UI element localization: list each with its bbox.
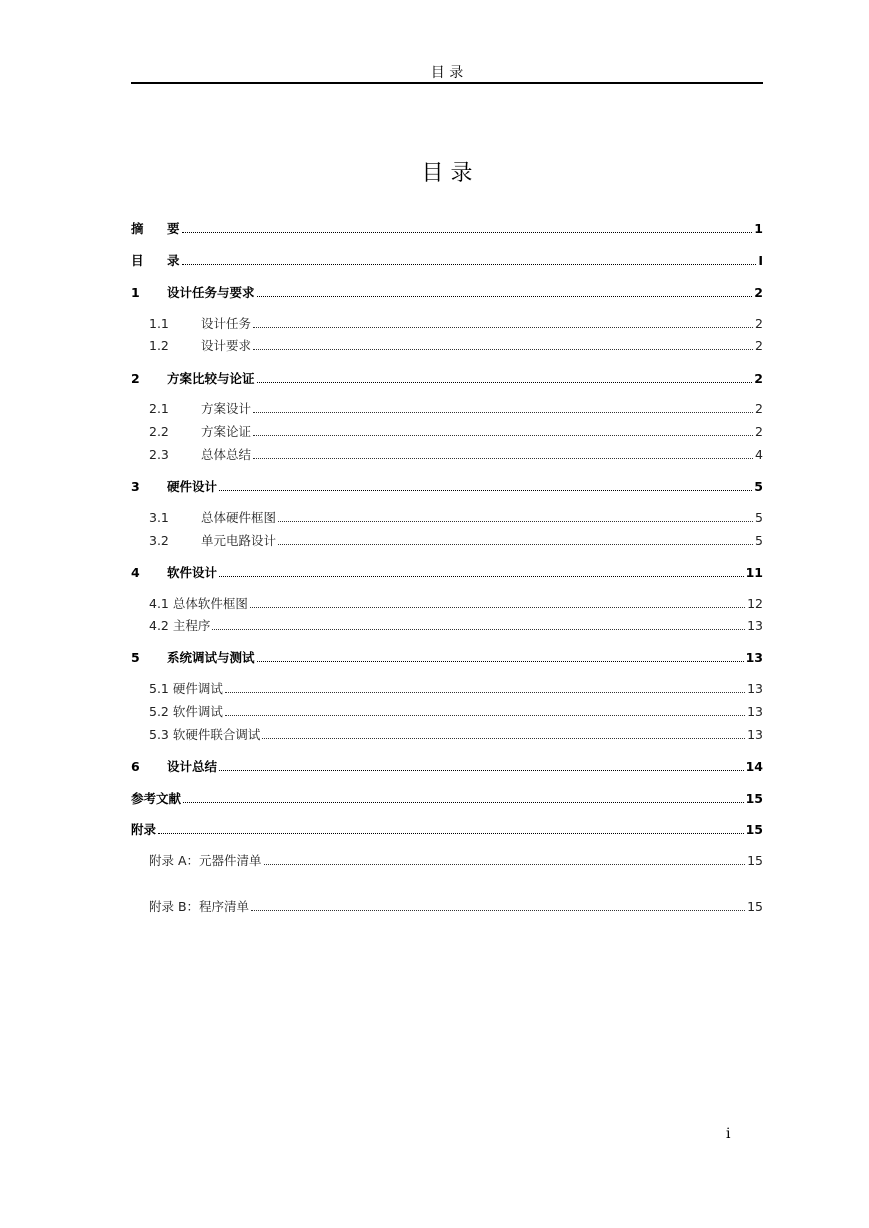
toc-entry-number: 目 xyxy=(131,253,144,268)
toc-entry-page: 15 xyxy=(745,822,763,837)
toc-entry-label: 设计任务 xyxy=(201,316,252,331)
toc-entry-page: 2 xyxy=(755,424,763,439)
toc-entry-page: 2 xyxy=(754,285,763,300)
toc-entry-number: 4.1 xyxy=(149,596,169,611)
toc-entry-label: 方案设计 xyxy=(201,401,252,416)
toc-entry-label: 软硬件联合调试 xyxy=(172,727,261,742)
toc-entry-page: 2 xyxy=(755,401,763,416)
toc-entry-label: 方案论证 xyxy=(201,424,252,439)
toc-leader-dots xyxy=(182,263,757,265)
toc-entry-number: 6 xyxy=(131,759,140,774)
toc-entry[interactable] xyxy=(149,398,763,416)
toc-entry-number: 4.2 xyxy=(149,618,169,633)
toc-entry[interactable] xyxy=(149,313,763,331)
toc-entry-label: 软件调试 xyxy=(172,704,223,719)
toc-leader-dots xyxy=(219,769,744,771)
toc-entry[interactable] xyxy=(131,476,763,494)
toc-entry-label: 附录 A：元器件清单 xyxy=(149,853,262,868)
toc-entry-page: 13 xyxy=(747,727,763,742)
toc-leader-dots xyxy=(264,863,746,865)
toc-entry-label: 总体总结 xyxy=(201,447,252,462)
toc-entry-label: 方案比较与论证 xyxy=(167,371,255,386)
page-title: 目 录 xyxy=(421,161,473,186)
toc-entry-page: 15 xyxy=(747,899,763,914)
toc-leader-dots xyxy=(253,348,753,350)
toc-leader-dots xyxy=(225,691,745,693)
toc-entry[interactable] xyxy=(149,724,763,742)
toc-leader-dots xyxy=(253,411,753,413)
toc-entry-page: 13 xyxy=(747,704,763,719)
toc-entry-page: 5 xyxy=(755,510,763,525)
toc-entry-page: I xyxy=(758,253,763,268)
toc-leader-dots xyxy=(253,457,753,459)
toc-entry-number: 1.1 xyxy=(149,316,169,331)
toc-entry-label: 系统调试与测试 xyxy=(167,650,255,665)
toc-leader-dots xyxy=(182,231,753,233)
toc-entry-label: 总体软件框图 xyxy=(172,596,248,611)
toc-entry[interactable] xyxy=(149,593,763,611)
toc-entry[interactable] xyxy=(149,896,763,914)
toc-entry[interactable] xyxy=(131,788,763,806)
toc-entry-label: 要 xyxy=(167,221,180,236)
toc-entry-number: 3 xyxy=(131,479,140,494)
toc-leader-dots xyxy=(250,606,745,608)
toc-entry-number: 5 xyxy=(131,650,140,665)
toc-entry-page: 15 xyxy=(745,791,763,806)
toc-entry[interactable] xyxy=(149,421,763,439)
toc-entry-page: 2 xyxy=(754,371,763,386)
toc-entry-number: 5.3 xyxy=(149,727,169,742)
toc-entry-label: 录 xyxy=(167,253,180,268)
toc-entry-label: 设计总结 xyxy=(167,759,218,774)
toc-entry-number: 2 xyxy=(131,371,140,386)
toc-entry-page: 13 xyxy=(745,650,763,665)
toc-entry-label: 硬件设计 xyxy=(167,479,218,494)
toc-entry-number: 5.2 xyxy=(149,704,169,719)
toc-leader-dots xyxy=(219,575,744,577)
toc-entry-label: 软件设计 xyxy=(167,565,218,580)
toc-entry[interactable] xyxy=(131,647,763,665)
toc-entry-number: 1.2 xyxy=(149,338,169,353)
toc-entry-label: 主程序 xyxy=(172,618,211,633)
toc-leader-dots xyxy=(257,660,744,662)
toc-leader-dots xyxy=(257,295,753,297)
toc-entry-page: 1 xyxy=(754,221,763,236)
toc-entry-page: 2 xyxy=(755,316,763,331)
toc-entry[interactable] xyxy=(149,615,763,633)
toc-entry-number: 3.2 xyxy=(149,533,169,548)
toc-entry[interactable] xyxy=(149,530,763,548)
toc-entry-number: 摘 xyxy=(131,221,144,236)
toc-entry-page: 11 xyxy=(745,565,763,580)
running-header: 目 录 xyxy=(430,65,464,81)
toc-entry-number: 2.3 xyxy=(149,447,169,462)
toc-entry-number: 2.2 xyxy=(149,424,169,439)
toc-entry[interactable] xyxy=(149,850,763,868)
toc-entry-number: 2.1 xyxy=(149,401,169,416)
toc-entry[interactable] xyxy=(149,444,763,462)
toc-entry-page: 2 xyxy=(755,338,763,353)
toc-leader-dots xyxy=(251,909,745,911)
toc-leader-dots xyxy=(278,520,753,522)
toc-leader-dots xyxy=(212,628,745,630)
toc-leader-dots xyxy=(253,434,753,436)
toc-entry-page: 5 xyxy=(754,479,763,494)
header-rule xyxy=(131,82,763,84)
toc-entry-number: 4 xyxy=(131,565,140,580)
toc-entry-page: 12 xyxy=(747,596,763,611)
toc-leader-dots xyxy=(257,381,753,383)
toc-entry-label: 总体硬件框图 xyxy=(201,510,277,525)
toc-entry-label: 设计要求 xyxy=(201,338,252,353)
toc-entry[interactable] xyxy=(131,756,763,774)
toc-entry[interactable] xyxy=(131,282,763,300)
toc-leader-dots xyxy=(253,326,753,328)
toc-entry[interactable] xyxy=(131,819,763,837)
toc-entry-label: 硬件调试 xyxy=(172,681,223,696)
toc-entry[interactable] xyxy=(131,562,763,580)
toc-entry[interactable] xyxy=(149,507,763,525)
toc-entry[interactable] xyxy=(149,335,763,353)
toc-entry-page: 13 xyxy=(747,618,763,633)
toc-leader-dots xyxy=(262,737,745,739)
toc-leader-dots xyxy=(225,714,745,716)
page-number: i xyxy=(726,1126,731,1142)
toc-leader-dots xyxy=(158,832,744,834)
toc-entry-page: 4 xyxy=(755,447,763,462)
toc-entry-label: 单元电路设计 xyxy=(201,533,277,548)
toc-entry-page: 15 xyxy=(747,853,763,868)
toc-leader-dots xyxy=(278,543,753,545)
toc-entry-label: 附录 xyxy=(131,822,157,837)
toc-entry[interactable] xyxy=(131,250,763,268)
toc-entry-label: 设计任务与要求 xyxy=(167,285,255,300)
toc-entry[interactable] xyxy=(149,701,763,719)
toc-leader-dots xyxy=(183,801,744,803)
toc-entry-number: 3.1 xyxy=(149,510,169,525)
toc-entry-number: 1 xyxy=(131,285,140,300)
toc-entry[interactable] xyxy=(131,218,763,236)
toc-entry-page: 13 xyxy=(747,681,763,696)
toc-entry-label: 参考文献 xyxy=(131,791,182,806)
toc-entry-label: 附录 B：程序清单 xyxy=(149,899,250,914)
toc-leader-dots xyxy=(219,489,752,491)
toc-entry-number: 5.1 xyxy=(149,681,169,696)
toc-entry[interactable] xyxy=(131,368,763,386)
toc-entry-page: 14 xyxy=(745,759,763,774)
toc-entry-page: 5 xyxy=(755,533,763,548)
toc-entry[interactable] xyxy=(149,678,763,696)
